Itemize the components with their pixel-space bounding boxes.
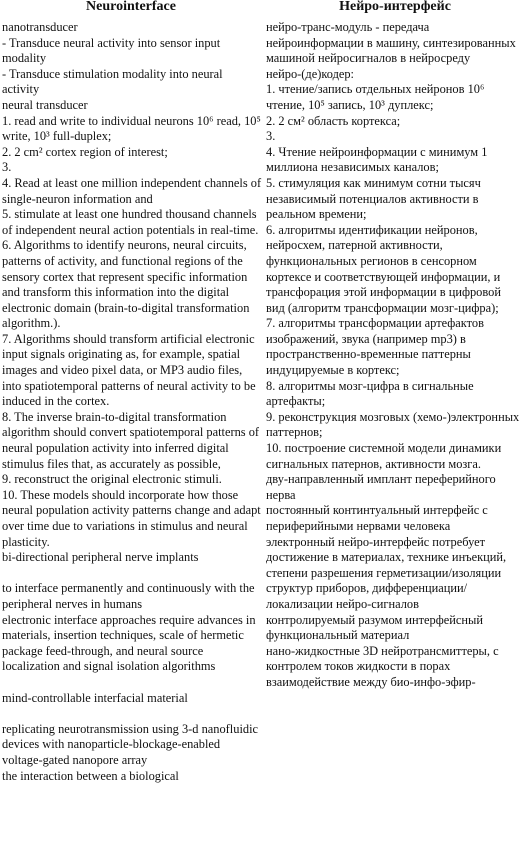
en-row-item-5: 5. stimulate at least one hundred thousand channels of independent neural action potentials in real-time. xyxy=(2,207,259,237)
ru-row-permanent-interface: постоянный континтуальный интерфейс с периферийными нервами человека xyxy=(266,503,488,533)
en-row-item-10: 10. These models should incorporate how those neural population activity patterns change and adapt over time due to variations in stimulus and neural plasticity. xyxy=(2,487,261,549)
en-row-item-3: 3. xyxy=(2,160,12,175)
russian-column xyxy=(266,20,522,691)
ru-row-electronic-interface: электронный нейро-интерфейс потребует достижение в материалах, технике инъекций, степени разрешения герметизации/изоляции структур приборов, дифференциации/локализации нейро-сигналов xyxy=(266,534,507,611)
ru-row-item-9: 9. реконструкция мозговых (хемо-)электронных паттернов; xyxy=(266,409,520,440)
en-row-item-7: 7. Algorithms should transform artificial electronic input signals originating as, for example, spatial images and video pixel data, or MP3 audio files, into spatiotemporal patterns of neural activity to be induced in the cortex. xyxy=(2,331,256,409)
ru-row-item-3: 3. xyxy=(266,129,276,144)
en-row-electronic-interface: electronic interface approaches require advances in materials, insertion techniques, scale of hermetic package feed-through, and neural source localization and signal isolation algorithms xyxy=(2,612,256,674)
ru-row-item-6: 6. алгоритмы идентификации нейронов, нейросхем, патерной активности, функциональных регионов в сенсорном кортексе и соответствующей информации, и трансфорация этой информации в цифровой вид (алгоритм трансформации мозг-цифра); xyxy=(266,222,501,315)
ru-row-item-4: 4. Чтение нейроинформации с минимум 1 миллиона независимых каналов; xyxy=(266,144,488,175)
en-row-item-4: 4. Read at least one million independent channels of single-neuron information and xyxy=(2,175,262,206)
ru-row-interaction: взаимодействие между био-инфо-эфир- xyxy=(266,674,476,689)
ru-row-item-8: 8. алгоритмы мозг-цифра в сигнальные артефакты; xyxy=(266,378,474,409)
ru-row-item-10: 10. построение системной модели динамики сигнальных патернов, активности мозга. xyxy=(266,441,502,471)
ru-row-nanofluidic: нано-жидкостные 3D нейротрансмиттеры, с контролем токов жидкости в порах xyxy=(266,643,499,674)
ru-row-nanotransducer: нейро-транс-модуль - передача нейроинформации в машину, синтезированных машиной нейросигналов в нейросреду xyxy=(266,20,516,66)
ru-row-bidirectional-implant: дву-направленный имплант переферийного нерва xyxy=(266,472,496,502)
ru-row-item-5: 5. стимуляция как минимум сотни тысяч независимый потенциалов активности в реальном времени; xyxy=(266,175,481,222)
en-row-interface-permanently: to interface permanently and continuously with the peripheral nerves in humans xyxy=(2,581,255,611)
en-row-item-1: 1. read and write to individual neurons 10⁶ read, 10⁵ write, 10³ full-duplex; xyxy=(2,113,261,144)
column-header-english: Neurointerface xyxy=(86,0,176,14)
en-row-item-8: 8. The inverse brain-to-digital transformation algorithm should convert spatiotemporal patterns of neural population activity into inferred digital stimulus files that, as accurately as possible, xyxy=(2,409,260,471)
en-row-transduce-activity: - Transduce neural activity into sensor input modality xyxy=(2,35,221,66)
ru-row-item-2: 2. 2 см² область кортекса; xyxy=(266,113,401,128)
en-row-interaction: the interaction between a biological xyxy=(2,768,179,783)
en-row-item-6: 6. Algorithms to identify neurons, neural circuits, patterns of activity, and functional regions of the sensory cortex that represent specific information and transform this information into the digital electronic domain (brain-to-digital transformation algorithm.). xyxy=(2,238,250,331)
english-column xyxy=(2,20,262,784)
ru-row-mind-controllable: контролируемый разумом интерфейсный функциональный материал xyxy=(266,612,483,643)
en-row-mind-controllable: mind-controllable interfacial material xyxy=(2,690,188,705)
en-row-transduce-stimulation: - Transduce stimulation modality into neural activity xyxy=(2,66,223,97)
en-row-bidirectional-implants: bi-directional peripheral nerve implants xyxy=(2,550,199,565)
en-row-item-9: 9. reconstruct the original electronic stimuli. xyxy=(2,472,222,487)
en-row-item-2: 2. 2 cm² cortex region of interest; xyxy=(2,144,168,159)
en-row-nanotransducer: nanotransducer xyxy=(2,20,78,34)
en-row-neural-transducer: neural transducer xyxy=(2,97,88,112)
ru-row-neural-transducer: нейро-(де)кодер: xyxy=(266,66,355,81)
en-row-neurotransmission: replicating neurotransmission using 3-d nanofluidic devices with nanoparticle-blockage-enabled voltage-gated nanopore array xyxy=(2,721,259,767)
ru-row-item-1: 1. чтение/запись отдельных нейронов 10⁶ чтение, 10⁵ запись, 10³ дуплекс; xyxy=(266,82,485,112)
ru-row-item-7: 7. алгоритмы трансформации артефактов изображений, звука (например mp3) в пространственно-временные паттерны индуцируемые в кортекс; xyxy=(266,316,484,378)
column-header-russian: Нейро-интерфейс xyxy=(339,0,451,14)
